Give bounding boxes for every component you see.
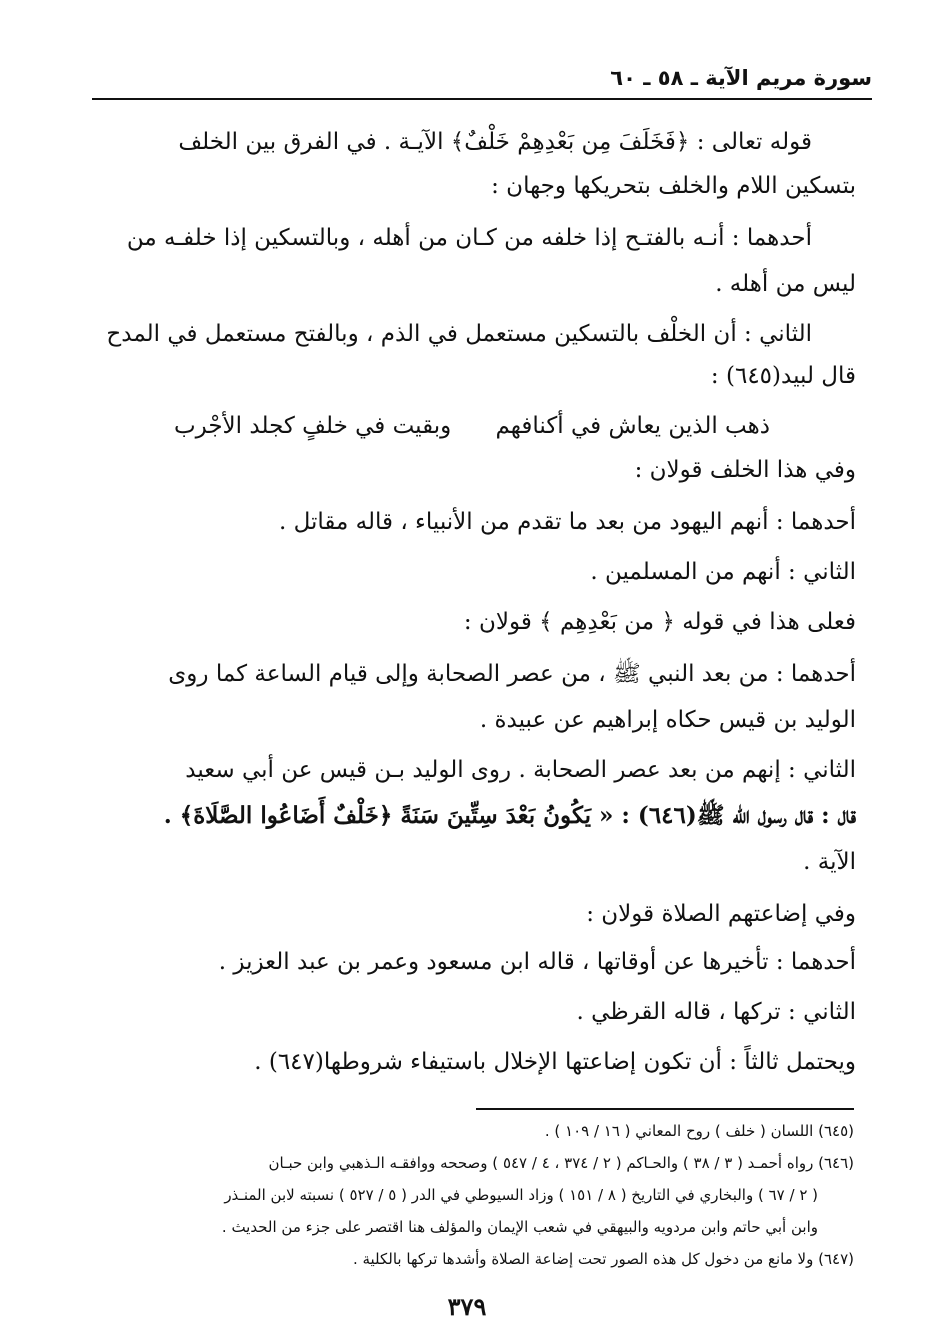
text-line-10: فعلى هذا في قوله ﴿ من بَعْدِهِم ﴾ قولان : [463, 609, 856, 635]
text-line-2: بتسكين اللام والخلف بتحريكها وجهان : [491, 173, 856, 199]
running-header [92, 58, 872, 100]
text-line-14: قال : قال رسول الله ﷺ(٦٤٦) : « يَكُونُ بَعْدَ سِتِّينَ سَنَةً ﴿خَلْفٌ أَضَاعُوا الصَّلَاةَ﴾ . [163, 802, 856, 829]
text-line-18: الثاني : تركها ، قاله القرظي . [576, 999, 856, 1025]
poem-first-hemistich: ذهب الذين يعاش في أكنافهم [495, 413, 770, 439]
header-title: سورة مريم الآية ـ ٥٨ ـ ٦٠ [610, 66, 872, 90]
text-line-7: وفي هذا الخلف قولان : [634, 457, 856, 483]
text-line-16: وفي إضاعتهم الصلاة قولان : [586, 901, 856, 927]
footnote-646: (٦٤٦) رواه أحمـد ( ٣ / ٣٨ ) والحـاكم ( ٢ / ٣٧٤ ، ٤ / ٥٤٧ ) وصححه ووافقـه الـذهبي وابن حبـان [268, 1154, 854, 1172]
text-line-13: الثاني : إنهم من بعد عصر الصحابة . روى الوليد بـن قيس عن أبي سعيد [185, 757, 856, 783]
text-line-19: ويحتمل ثالثاً : أن تكون إضاعتها الإخلال باستيفاء شروطها(٦٤٧) . [254, 1049, 856, 1075]
footnote-646-cont-2: وابن أبي حاتم وابن مردويه والبيهقي في شعب الإيمان والمؤلف هنا اقتصر على جزء من الحديث . [221, 1218, 818, 1236]
text-line-6: قال لبيد(٦٤٥) : [710, 363, 856, 389]
text-line-5: الثاني : أن الخلْف بالتسكين مستعمل في الذم ، وبالفتح مستعمل في المدح [106, 321, 812, 347]
text-line-15: الآية . [803, 849, 856, 875]
text-line-1: قوله تعالى : ﴿فَخَلَفَ مِن بَعْدِهِمْ خَلْفٌ﴾ الآيـة . في الفرق بين الخلف [178, 129, 812, 155]
footnote-rule [476, 1108, 854, 1110]
page-number: ٣٧٩ [447, 1292, 487, 1321]
text-line-17: أحدهما : تأخيرها عن أوقاتها ، قاله ابن مسعود وعمر بن عبد العزيز . [218, 949, 856, 975]
text-line-4: ليس من أهله . [715, 271, 856, 297]
footnote-645: (٦٤٥) اللسان ( خلف ) روح المعاني ( ١٦ / ١٠٩ ) . [544, 1122, 854, 1140]
text-line-11: أحدهما : من بعد النبي ﷺ ، من عصر الصحابة وإلى قيام الساعة كما روى [168, 661, 856, 687]
text-line-12: الوليد بن قيس حكاه إبراهيم عن عبيدة . [479, 707, 856, 733]
text-line-8: أحدهما : أنهم اليهود من بعد ما تقدم من الأنبياء ، قاله مقاتل . [278, 509, 856, 535]
footnote-647: (٦٤٧) ولا مانع من دخول كل هذه الصور تحت إضاعة الصلاة وأشدها تركها بالكلية . [352, 1250, 854, 1268]
footnote-646-cont-1: ( ٢ / ٦٧ ) والبخاري في التاريخ ( ٨ / ١٥١ ) وزاد السيوطي في الدر ( ٥ / ٥٢٧ ) نسبته لابن المنـذر [224, 1186, 818, 1204]
text-line-9: الثاني : أنهم من المسلمين . [590, 559, 856, 585]
text-line-3: أحدهما : أنـه بالفتـح إذا خلفه من كـان من أهله ، وبالتسكين إذا خلفـه من [126, 225, 812, 251]
poem-second-hemistich: وبقيت في خلفٍ كجلد الأجْرب [174, 413, 452, 439]
